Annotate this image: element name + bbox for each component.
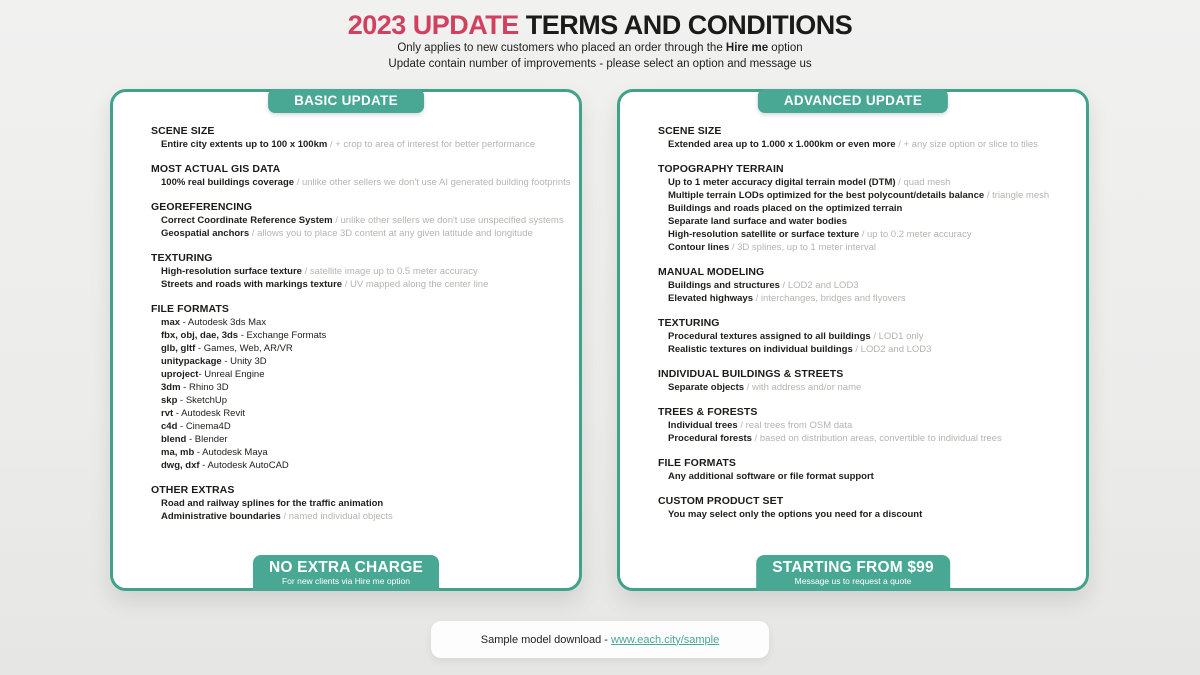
feature-item-text-b: max [161,317,181,328]
feature-item-text-g: / real trees from OSM data [737,420,853,431]
subtitle-line-1 [0,42,1200,56]
feature-item [151,342,565,355]
advanced-update-badge: ADVANCED UPDATE [758,89,948,113]
section-heading: SCENE SIZE [658,125,722,137]
feature-section [151,125,565,151]
feature-section [658,368,1072,394]
feature-section [151,252,565,291]
feature-item-text-b: Administrative boundaries [161,511,281,522]
feature-item-text-g: / + crop to area of interest for better performance [327,139,536,150]
section-heading: MOST ACTUAL GIS DATA [151,163,281,175]
title-rest: TERMS AND CONDITIONS [518,10,853,40]
feature-item [151,316,565,329]
feature-item-text-b: glb, gltf [161,343,196,354]
feature-item-text-b: Individual trees [668,420,738,431]
feature-item [151,176,571,189]
feature-item-text-d: - Unity 3D [221,356,267,367]
feature-item-text-d: - Blender [186,434,228,445]
feature-item-text-d: - Rhino 3D [180,382,229,393]
feature-item-text-b: Entire city extents up to 100 x 100km [161,139,328,150]
feature-item-text-b: Separate objects [668,382,745,393]
feature-item [658,508,1072,521]
feature-item [658,381,1072,394]
feature-item-text-b: You may select only the options you need for a discount [668,509,923,520]
section-heading: SCENE SIZE [151,125,215,137]
feature-item-text-b: 100% real buildings coverage [161,177,295,188]
section-heading: TEXTURING [151,252,213,264]
feature-item-text-b: Geospatial anchors [161,228,250,239]
feature-item-text-b: Up to 1 meter accuracy digital terrain model (DTM) [668,177,896,188]
feature-item [151,278,565,291]
page-title [0,10,1200,40]
feature-section [658,125,1072,151]
section-heading: TEXTURING [658,317,720,329]
feature-item-text-b: Elevated highways [668,293,754,304]
feature-item-text-b: rvt [161,408,174,419]
feature-item-text-b: Separate land surface and water bodies [668,216,847,227]
feature-section [151,303,565,472]
feature-item [658,419,1072,432]
feature-item-text-d: - Exchange Formats [238,330,327,341]
advanced-update-content [620,92,1086,588]
feature-item-text-g: / triangle mesh [984,190,1050,201]
feature-item-text-g: / LOD1 only [870,331,924,342]
feature-item [658,470,1072,483]
title-accent: 2023 UPDATE [347,10,519,40]
feature-item-text-d: - Autodesk AutoCAD [199,460,289,471]
feature-item [151,446,565,459]
feature-item-text-d: - Autodesk Maya [194,447,268,458]
feature-item-text-d: - Cinema4D [177,421,231,432]
feature-item-text-b: High-resolution surface texture [161,266,302,277]
feature-item-text-g: / unlike other sellers we don't use unspecified systems [332,215,564,226]
feature-section [658,406,1072,445]
page-header [0,10,1200,71]
feature-item-text-d: - SketchUp [177,395,228,406]
feature-item-text-b: Realistic textures on individual buildings [668,344,853,355]
advanced-update-price-badge [756,555,950,591]
price-badge-title: STARTING FROM $99 [772,559,934,576]
feature-item [658,189,1072,202]
feature-item [151,381,565,394]
basic-update-content [113,92,579,588]
feature-item-text-g: / LOD2 and LOD3 [779,280,859,291]
basic-update-panel [110,89,582,591]
feature-item-text-b: uproject [161,369,199,380]
feature-item [151,214,565,227]
feature-item-text-g: / + any size option or slice to tiles [895,139,1038,150]
feature-item [151,420,565,433]
feature-item-text-b: Contour lines [668,242,730,253]
feature-item [151,394,565,407]
feature-item-text-g: / unlike other sellers we don't use AI generated building footprints [294,177,571,188]
feature-item [658,432,1072,445]
feature-item-text-g: / with address and/or name [744,382,862,393]
feature-item-text-b: Streets and roads with markings texture [161,279,343,290]
section-heading: GEOREFERENCING [151,201,253,213]
feature-item-text-b: fbx, obj, dae, 3ds [161,330,239,341]
sample-download-label: Sample model download - [480,633,608,646]
feature-item-text-b: Any additional software or file format support [668,471,874,482]
section-heading: MANUAL MODELING [658,266,765,278]
feature-item [151,459,565,472]
feature-section [658,317,1072,356]
feature-item [658,176,1072,189]
section-heading: TREES & FORESTS [658,406,758,418]
feature-item-text-b: Correct Coordinate Reference System [161,215,333,226]
feature-item [658,138,1072,151]
feature-item-text-b: c4d [161,421,178,432]
feature-item-text-b: ma, mb [161,447,195,458]
feature-item [151,265,565,278]
feature-item [151,138,565,151]
section-heading: CUSTOM PRODUCT SET [658,495,784,507]
feature-item-text-g: / interchanges, bridges and flyovers [753,293,906,304]
price-badge-subtitle: Message us to request a quote [794,576,912,586]
price-badge-subtitle: For new clients via Hire me option [281,576,411,586]
section-heading: INDIVIDUAL BUILDINGS & STREETS [658,368,844,380]
feature-item-text-b: Extended area up to 1.000 x 1.000km or even more [668,139,896,150]
feature-item-text-g: / quad mesh [895,177,951,188]
feature-item [658,343,1072,356]
feature-item-text-b: blend [161,434,187,445]
feature-item [151,510,565,523]
feature-item-text-d: - Autodesk 3ds Max [180,317,267,328]
feature-item [151,497,565,510]
sample-download-link[interactable]: www.each.city/sample [611,633,720,646]
section-heading: FILE FORMATS [151,303,229,315]
feature-item-text-b: High-resolution satellite or surface texture [668,229,860,240]
sample-download-bar [431,621,769,658]
feature-item-text-b: Buildings and roads placed on the optimized terrain [668,203,903,214]
feature-item-text-g: / allows you to place 3D content at any given latitude and longitude [249,228,533,239]
feature-item [658,279,1072,292]
feature-item-text-b: skp [161,395,178,406]
feature-item-text-b: Multiple terrain LODs optimized for the best polycount/details balance [668,190,985,201]
feature-item [151,227,565,240]
section-heading: TOPOGRAPHY TERRAIN [658,163,784,175]
feature-item [658,228,1072,241]
feature-item-text-g: / 3D splines, up to 1 meter interval [729,242,877,253]
feature-item-text-b: 3dm [161,382,181,393]
feature-section [658,266,1072,305]
feature-item-text-b: Procedural textures assigned to all buildings [668,331,871,342]
subtitle1-post: option [768,42,803,54]
feature-section [151,201,565,240]
feature-item [658,292,1072,305]
feature-item [151,407,565,420]
feature-item [658,330,1072,343]
feature-item-text-g: / up to 0.2 meter accuracy [859,229,972,240]
feature-item-text-d: - Games, Web, AR/VR [195,343,293,354]
feature-item-text-d: - Autodesk Revit [173,408,245,419]
section-heading: FILE FORMATS [658,457,736,469]
subtitle1-bold: Hire me [725,42,769,54]
feature-item [658,202,1072,215]
advanced-update-panel [617,89,1089,591]
feature-section [658,163,1072,254]
feature-item-text-b: dwg, dxf [161,460,200,471]
feature-item [151,329,565,342]
feature-item [151,355,565,368]
feature-section [658,495,1072,521]
feature-item-text-b: Buildings and structures [668,280,780,291]
feature-section [151,484,565,523]
feature-item-text-g: / based on distribution areas, convertible to individual trees [751,433,1002,444]
feature-item-text-g: / satellite image up to 0.5 meter accuracy [301,266,478,277]
feature-section [658,457,1072,483]
feature-item-text-g: / LOD2 and LOD3 [852,344,932,355]
feature-item [658,215,1072,228]
feature-item-text-b: Road and railway splines for the traffic animation [161,498,384,509]
price-badge-title: NO EXTRA CHARGE [269,559,423,576]
section-heading: OTHER EXTRAS [151,484,235,496]
feature-item [151,433,565,446]
feature-item-text-b: unitypackage [161,356,222,367]
feature-item [658,241,1072,254]
basic-update-badge: BASIC UPDATE [268,89,424,113]
feature-item-text-b: Procedural forests [668,433,752,444]
feature-item-text-g: / UV mapped along the center line [342,279,489,290]
basic-update-price-badge [253,555,439,591]
feature-item-text-g: / named individual objects [280,511,393,522]
feature-section [151,163,571,189]
subtitle-line-2: Update contain number of improvements - please select an option and message us [388,57,812,70]
subtitle1-pre: Only applies to new customers who placed an order through the [397,42,726,54]
feature-item [151,368,565,381]
feature-item-text-d: - Unreal Engine [198,369,265,380]
